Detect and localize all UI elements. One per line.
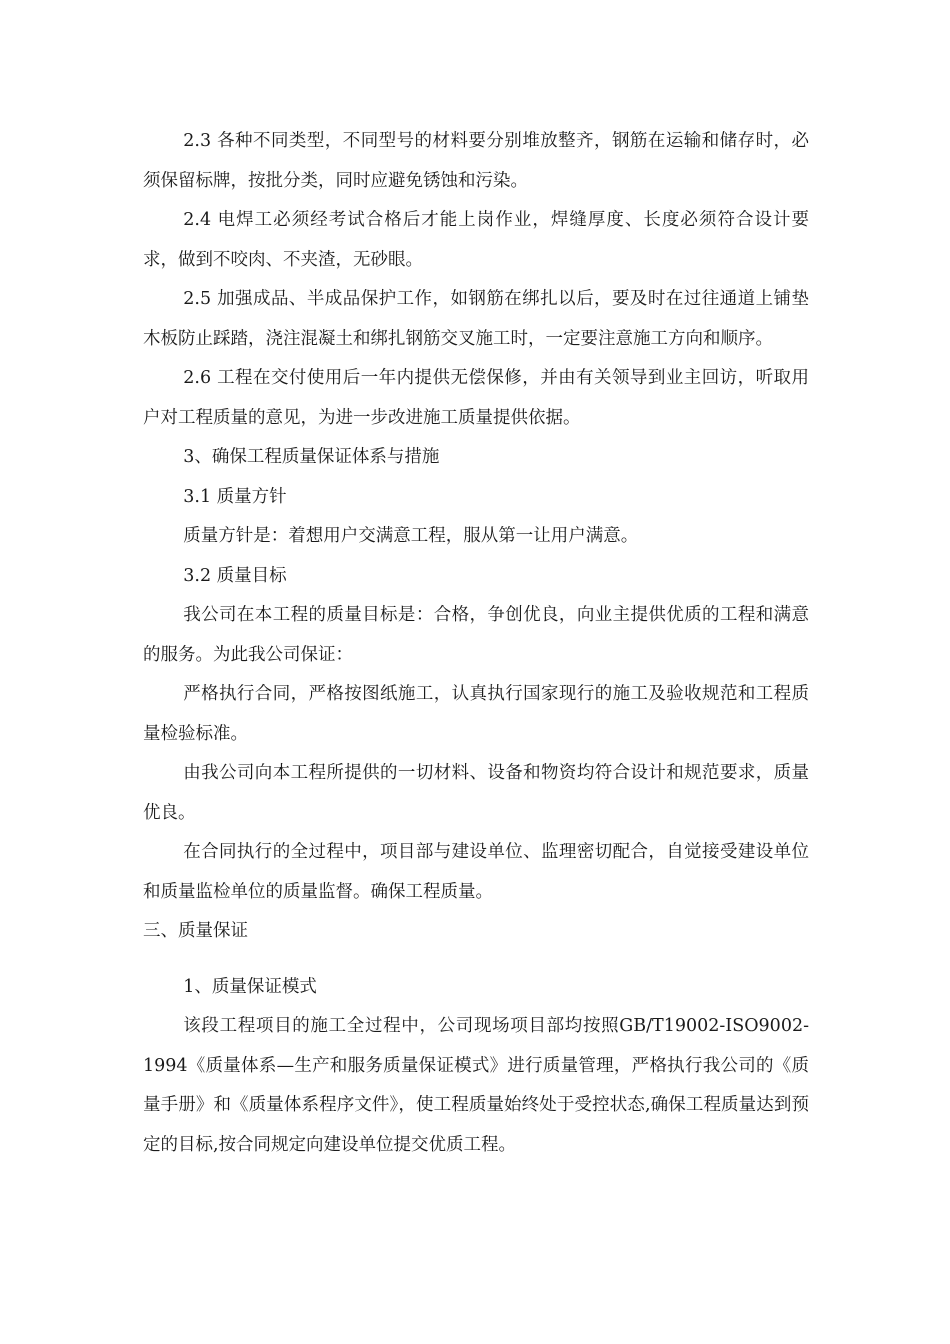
assurance-mode-text: 该段工程项目的施工全过程中，公司现场项目部均按照GB/T19002-ISO9002-1994《质量体系—生产和服务质量保证模式》进行质量管理，严格执行我公司的《质量手册》和《质量体系程序文件》，使工程质量始终处于受控状态,确保工程质量达到预定的目标,按合同规定向建设单位提交优质工程。 <box>143 1016 809 1155</box>
quality-goal-text: 我公司在本工程的质量目标是：合格，争创优良，向业主提供优质的工程和满意的服务。为此我公司保证： <box>143 605 809 665</box>
subheading-3-1: 3.1 质量方针 <box>183 486 287 507</box>
guarantee-contract-text: 严格执行合同，严格按图纸施工，认真执行国家现行的施工及验收规范和工程质量检验标准。 <box>143 684 809 744</box>
quality-policy-text: 质量方针是：着想用户交满意工程，服从第一让用户满意。 <box>183 526 639 546</box>
subheading-assurance-mode: 1、质量保证模式 <box>183 976 317 997</box>
paragraph-2-6: 2.6 工程在交付使用后一年内提供无偿保修，并由有关领导到业主回访，听取用户对工程质量的意见，为进一步改进施工质量提供依据。 <box>143 368 809 428</box>
section-heading-3: 3、确保工程质量保证体系与措施 <box>183 447 440 467</box>
paragraph-2-3: 2.3 各种不同类型，不同型号的材料要分别堆放整齐，钢筋在运输和储存时，必须保留标牌，按批分类，同时应避免锈蚀和污染。 <box>143 131 809 191</box>
paragraph-2-4: 2.4 电焊工必须经考试合格后才能上岗作业，焊缝厚度、长度必须符合设计要求，做到不咬肉、不夹渣，无砂眼。 <box>143 210 809 270</box>
guarantee-cooperation-text: 在合同执行的全过程中，项目部与建设单位、监理密切配合，自觉接受建设单位和质量监检单位的质量监督。确保工程质量。 <box>143 842 809 902</box>
chapter-heading-quality-assurance: 三、质量保证 <box>143 921 248 941</box>
document-body <box>143 122 809 1165</box>
subheading-3-2: 3.2 质量目标 <box>183 565 287 586</box>
paragraph-2-5: 2.5 加强成品、半成品保护工作，如钢筋在绑扎以后，要及时在过往通道上铺垫木板防止踩踏，浇注混凝土和绑扎钢筋交叉施工时，一定要注意施工方向和顺序。 <box>143 289 809 349</box>
guarantee-materials-text: 由我公司向本工程所提供的一切材料、设备和物资均符合设计和规范要求，质量优良。 <box>143 763 809 823</box>
